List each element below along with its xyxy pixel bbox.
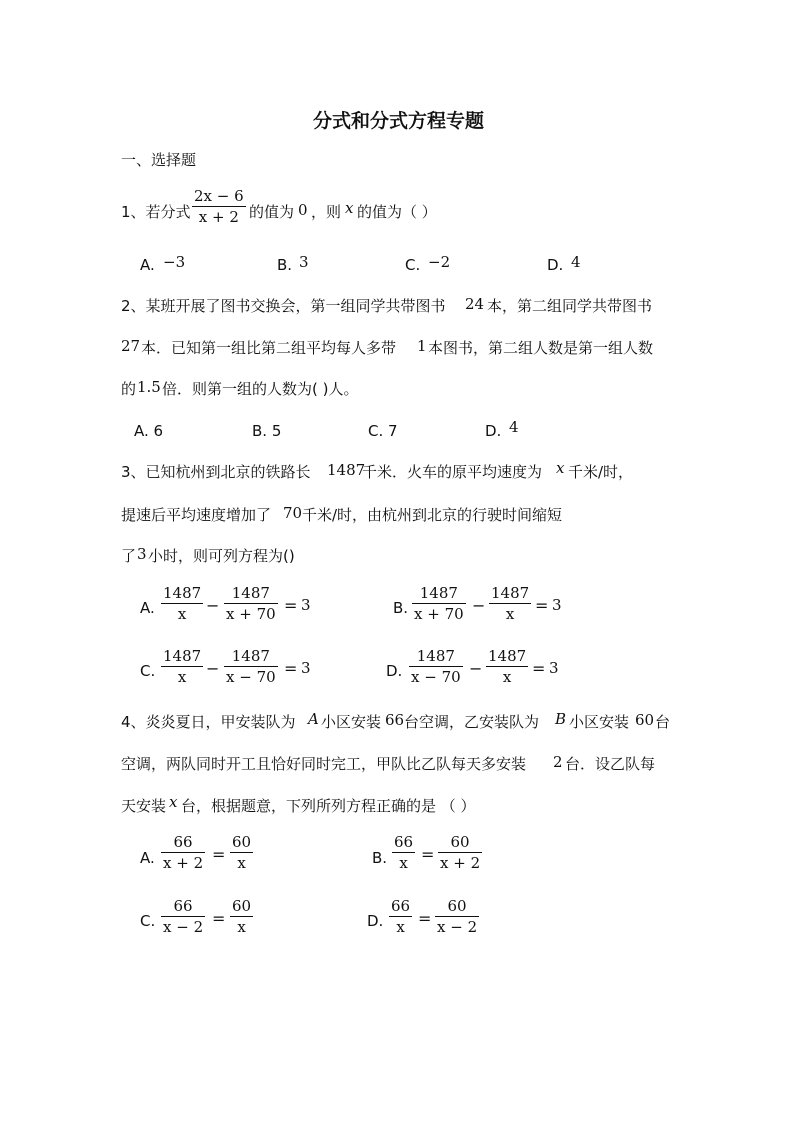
fraction-numerator: 66: [391, 897, 411, 915]
q3-option-a-letter: A.: [140, 599, 155, 617]
fraction-denominator: x + 70: [414, 605, 464, 623]
equals-sign: =: [212, 845, 226, 864]
q2-num-24: 24: [465, 295, 485, 313]
q1-option-b-value: 3: [299, 253, 309, 271]
fraction-numerator: 1487: [163, 647, 202, 665]
q2-option-a: [134, 421, 163, 441]
q2-line2-a: 本．已知第一组比第二组平均每人多带: [141, 339, 397, 357]
page-title: 分式和分式方程专题: [313, 110, 485, 132]
q4-option-b-fraction-2: [438, 832, 482, 873]
q3-option-c-fraction-2: [224, 646, 278, 687]
q3-option-c-rhs: 3: [301, 659, 311, 677]
fraction-numerator: 1487: [231, 584, 270, 602]
q2-num-1: 1: [417, 337, 427, 355]
q2-option-b: [252, 421, 281, 441]
q1-option-b-letter: B.: [277, 256, 293, 274]
fraction-denominator: x: [230, 916, 253, 937]
q3-option-c-letter: C.: [140, 662, 156, 680]
q3-variable: x: [556, 459, 565, 477]
q4-option-b-letter: B.: [372, 849, 388, 867]
q4-option-a-fraction-2: [230, 832, 253, 873]
q2-option-b-letter: B.: [252, 422, 268, 440]
q2-line3-a: 的: [121, 380, 137, 398]
equals-sign: =: [421, 845, 435, 864]
q2-line3-b: 倍．则第一组的人数为( )人。: [162, 380, 359, 398]
q1-option-a-value: −3: [163, 253, 186, 271]
q3-option-d-letter: D.: [386, 662, 403, 680]
q4-line1-b: 小区安装: [321, 713, 382, 731]
q1-option-c-letter: C.: [405, 256, 421, 274]
q3-line2-b: 千米/时，由杭州到北京的行驶时间缩短: [302, 506, 563, 524]
fraction-denominator: x − 2: [437, 918, 478, 936]
fraction-denominator: x + 2: [163, 854, 204, 872]
q4-var-a: A: [308, 710, 319, 728]
q3-option-a-fraction-1: [161, 583, 203, 624]
fraction-numerator: 66: [173, 897, 193, 915]
fraction-denominator: x − 70: [226, 668, 276, 686]
fraction-numerator: 1487: [231, 647, 270, 665]
q4-option-d-letter: D.: [367, 912, 384, 930]
fraction-numerator: 1487: [416, 647, 455, 665]
fraction-denominator: x + 70: [226, 605, 276, 623]
q4-line1-d: 小区安装: [569, 713, 630, 731]
q3-num-70: 70: [283, 504, 303, 522]
fraction-numerator: 66: [394, 833, 414, 851]
equals-sign: =: [284, 659, 298, 678]
q4-option-c-fraction-1: [161, 896, 205, 937]
q3-line1-c: 千米/时，: [568, 463, 634, 481]
q2-num-27: 27: [121, 337, 141, 355]
fraction-denominator: x: [230, 852, 253, 873]
q2-option-c: [368, 421, 398, 441]
q1-stem-end: 的值为（ ）: [357, 203, 437, 221]
q3-option-b-rhs: 3: [552, 596, 562, 614]
q1-stem-mid1: 的值为: [249, 203, 295, 221]
q2-option-a-letter: A.: [134, 422, 149, 440]
q2-option-a-value: 6: [153, 422, 164, 440]
fraction-numerator: 60: [450, 833, 470, 851]
q4-option-a-letter: A.: [140, 849, 155, 867]
fraction-denominator: x: [389, 916, 412, 937]
q4-option-a-fraction-1: [161, 832, 205, 873]
q4-option-b-fraction-1: [392, 832, 415, 873]
minus-sign: −: [206, 659, 220, 678]
q3-option-a-rhs: 3: [301, 596, 311, 614]
q1-stem-mid2: ，则: [311, 203, 342, 221]
section-heading: 一、选择题: [121, 151, 197, 169]
q4-line3-a: 天安装: [121, 797, 167, 815]
q3-line2-a: 提速后平均速度增加了: [121, 506, 272, 524]
q3-num-3: 3: [137, 545, 147, 563]
minus-sign: −: [469, 659, 483, 678]
q4-line3-b: 台，根据题意，下列所列方程正确的是 （ ）: [181, 797, 476, 815]
q1-option-c-value: −2: [428, 253, 451, 271]
q4-option-c-fraction-2: [230, 896, 253, 937]
fraction-denominator: x + 2: [440, 854, 481, 872]
q2-option-b-value: 5: [271, 422, 282, 440]
equals-sign: =: [532, 659, 546, 678]
q1-option-a-letter: A.: [140, 256, 155, 274]
fraction-denominator: x: [486, 666, 528, 687]
fraction-denominator: x − 70: [411, 668, 461, 686]
q3-option-b-fraction-1: [412, 583, 466, 624]
q4-line2-a: 空调，两队同时开工且恰好同时完工，甲队比乙队每天多安装: [121, 755, 527, 773]
q2-line1-a: 2、某班开展了图书交换会，第一组同学共带图书: [121, 297, 446, 315]
q2-line1-b: 本，第二组同学共带图书: [487, 297, 653, 315]
q3-option-c-fraction-1: [161, 646, 203, 687]
q2-option-c-letter: C.: [368, 422, 384, 440]
q2-option-c-value: 7: [388, 422, 398, 440]
fraction-numerator: 1487: [163, 584, 202, 602]
fraction-denominator: x: [489, 603, 531, 624]
equals-sign: =: [418, 909, 432, 928]
fraction-numerator: 66: [173, 833, 193, 851]
q3-option-d-fraction-1: [409, 646, 463, 687]
q1-variable: x: [345, 199, 354, 217]
q3-option-d-fraction-2: [486, 646, 528, 687]
q2-line2-b: 本图书，第二组人数是第一组人数: [428, 339, 654, 357]
q4-option-d-fraction-1: [389, 896, 412, 937]
minus-sign: −: [472, 596, 486, 615]
q4-option-c-letter: C.: [140, 912, 156, 930]
q3-option-d-rhs: 3: [549, 659, 559, 677]
fraction-numerator: 60: [447, 897, 467, 915]
q3-line1-a: 3、已知杭州到北京的铁路长: [121, 463, 311, 481]
q4-line1-c: 台空调，乙安装队为: [404, 713, 540, 731]
q1-fraction-denominator: x + 2: [192, 206, 246, 227]
fraction-denominator: x: [392, 852, 415, 873]
q4-num-60: 60: [635, 711, 655, 729]
equals-sign: =: [212, 909, 226, 928]
q1-option-d-value: 4: [571, 253, 581, 271]
q3-option-b-letter: B.: [393, 599, 409, 617]
q4-num-66: 66: [385, 711, 405, 729]
q4-line1-a: 4、炎炎夏日，甲安装队为: [121, 713, 296, 731]
fraction-numerator: 60: [232, 833, 252, 851]
q3-option-b-fraction-2: [489, 583, 531, 624]
q1-fraction-numerator: 2x − 6: [194, 187, 244, 205]
q2-option-d-value: 4: [509, 418, 519, 436]
equals-sign: =: [284, 596, 298, 615]
fraction-numerator: 1487: [488, 647, 527, 665]
q1-stem-prefix: 1、若分式: [121, 203, 191, 221]
q1-fraction: [192, 186, 246, 227]
fraction-denominator: x − 2: [163, 918, 204, 936]
q2-option-d-letter: D.: [485, 422, 502, 440]
q4-line2-b: 台．设乙队每: [565, 755, 656, 773]
q4-line1-e: 台: [655, 713, 671, 731]
q1-option-d-letter: D.: [547, 256, 564, 274]
q3-line3-b: 小时，则可列方程为(): [148, 547, 295, 565]
q3-line1-b: 千米．火车的原平均速度为: [362, 463, 543, 481]
q3-option-a-fraction-2: [224, 583, 278, 624]
fraction-denominator: x: [161, 666, 203, 687]
fraction-denominator: x: [161, 603, 203, 624]
q4-variable: x: [169, 793, 178, 811]
q4-num-2: 2: [553, 753, 563, 771]
minus-sign: −: [206, 596, 220, 615]
fraction-numerator: 60: [232, 897, 252, 915]
fraction-numerator: 1487: [491, 584, 530, 602]
q3-line3-a: 了: [121, 547, 137, 565]
q2-num-1-5: 1.5: [137, 378, 161, 396]
q1-zero: 0: [298, 201, 308, 219]
fraction-numerator: 1487: [419, 584, 458, 602]
q3-num-1487: 1487: [327, 461, 366, 479]
equals-sign: =: [535, 596, 549, 615]
q4-var-b: B: [555, 710, 567, 728]
q4-option-d-fraction-2: [435, 896, 479, 937]
